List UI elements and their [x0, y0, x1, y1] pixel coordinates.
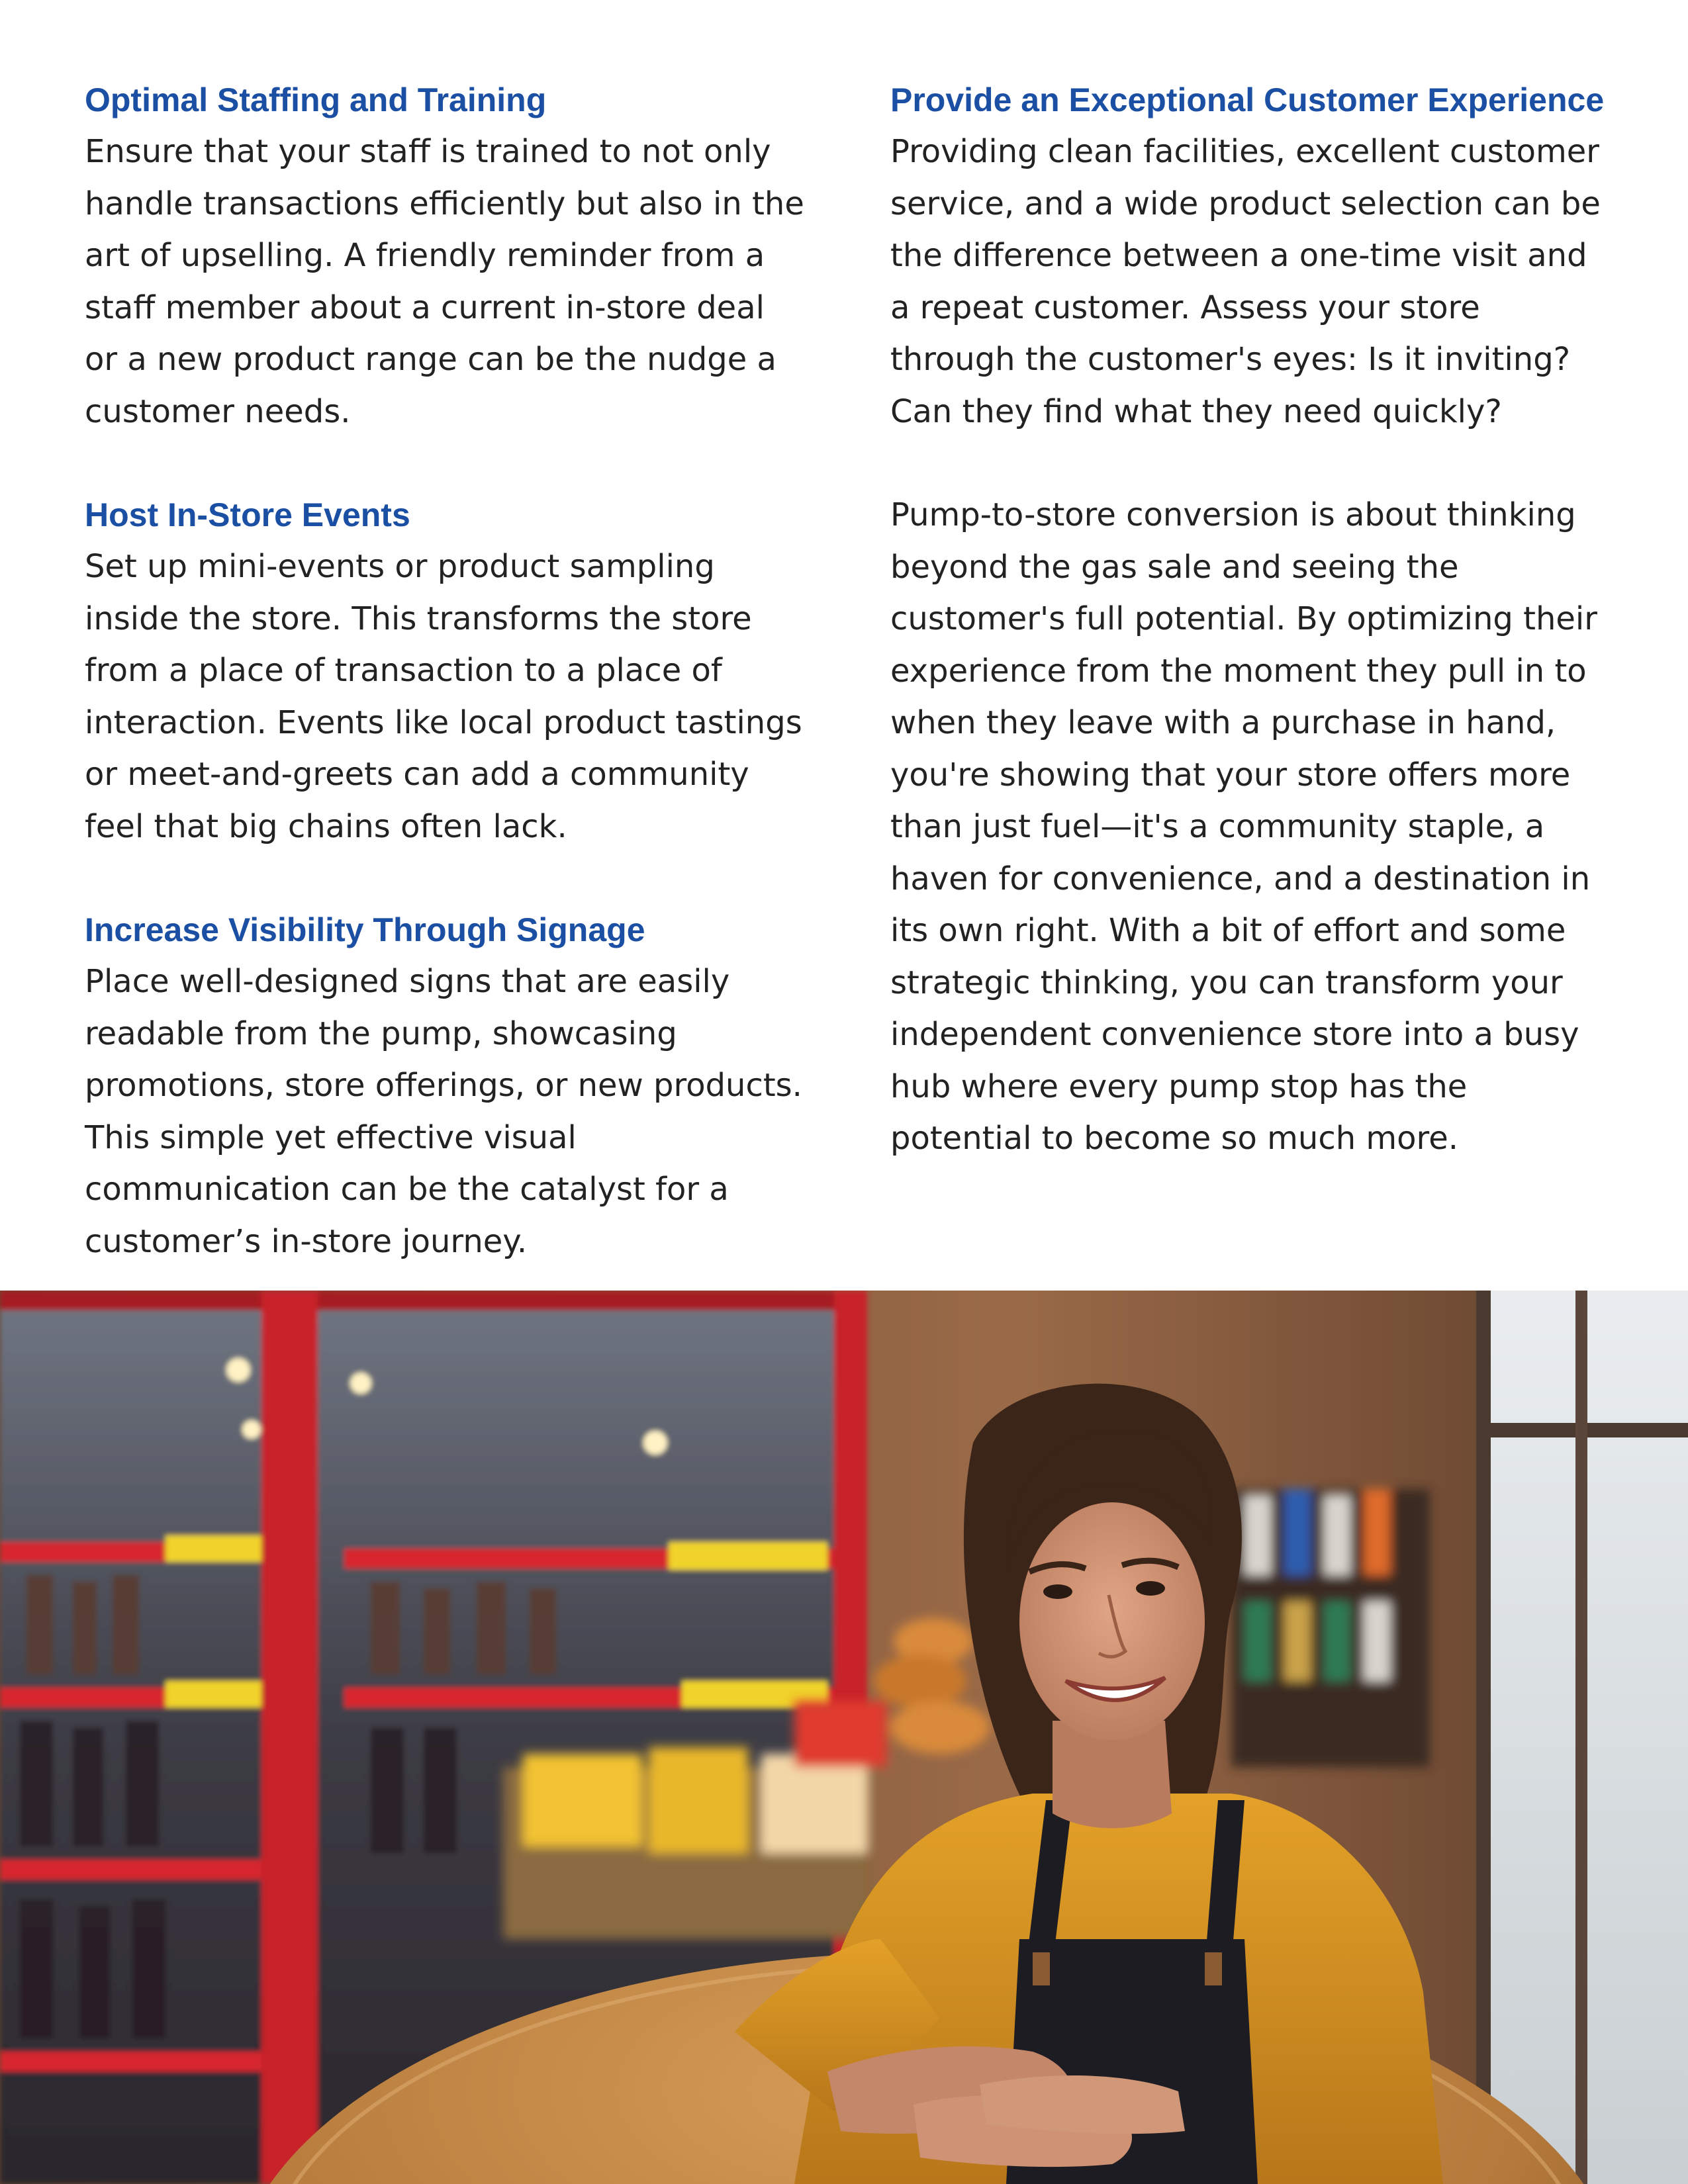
conclusion-paragraph: Pump-to-store conversion is about thinking beyond the gas sale and seeing the customer's full potential. By optimizing their experience from the moment they pull in to when they leave with a purchase in hand, you're showing that your store offers more than just fuel—it's a community staple, a haven for convenience, and a destination in its own right. With a bit of effort and some strategic thinking, you can transform your independent convenience store into a busy hub where every pump stop has the potential to become so much more. — [890, 496, 1597, 1157]
section-body: Place well-designed signs that are easily readable from the pump, showcasing promotions, store offerings, or new products. This simple yet effective visual communication can be the catalyst for a customer’s in-store journey. — [85, 963, 802, 1260]
left-column — [85, 74, 806, 1319]
section-heading: Increase Visibility Through Signage — [85, 911, 645, 948]
section-signage — [85, 904, 806, 1267]
store-clerk-photo — [0, 1291, 1688, 2184]
section-staffing — [85, 74, 806, 437]
section-heading: Optimal Staffing and Training — [85, 81, 547, 118]
right-column — [890, 74, 1612, 1165]
section-events — [85, 489, 806, 852]
section-heading: Host In-Store Events — [85, 496, 410, 533]
section-body: Ensure that your staff is trained to not only handle transactions efficiently but also in the art of upselling. A friendly reminder from a staff member about a current in-store deal or a new product range can be the nudge a customer needs. — [85, 133, 804, 430]
section-body: Providing clean facilities, excellent customer service, and a wide product selection can be the difference between a one-time visit and a repeat customer. Assess your store through the customer's eyes: Is it inviting? Can they find what they need quickly? — [890, 133, 1601, 430]
section-body: Set up mini-events or product sampling inside the store. This transforms the store from a place of transaction to a place of interaction. Events like local product tastings or meet-and-greets can add a community feel that big chains often lack. — [85, 548, 802, 845]
section-customer-experience — [890, 74, 1612, 437]
section-heading: Provide an Exceptional Customer Experience — [890, 81, 1605, 118]
